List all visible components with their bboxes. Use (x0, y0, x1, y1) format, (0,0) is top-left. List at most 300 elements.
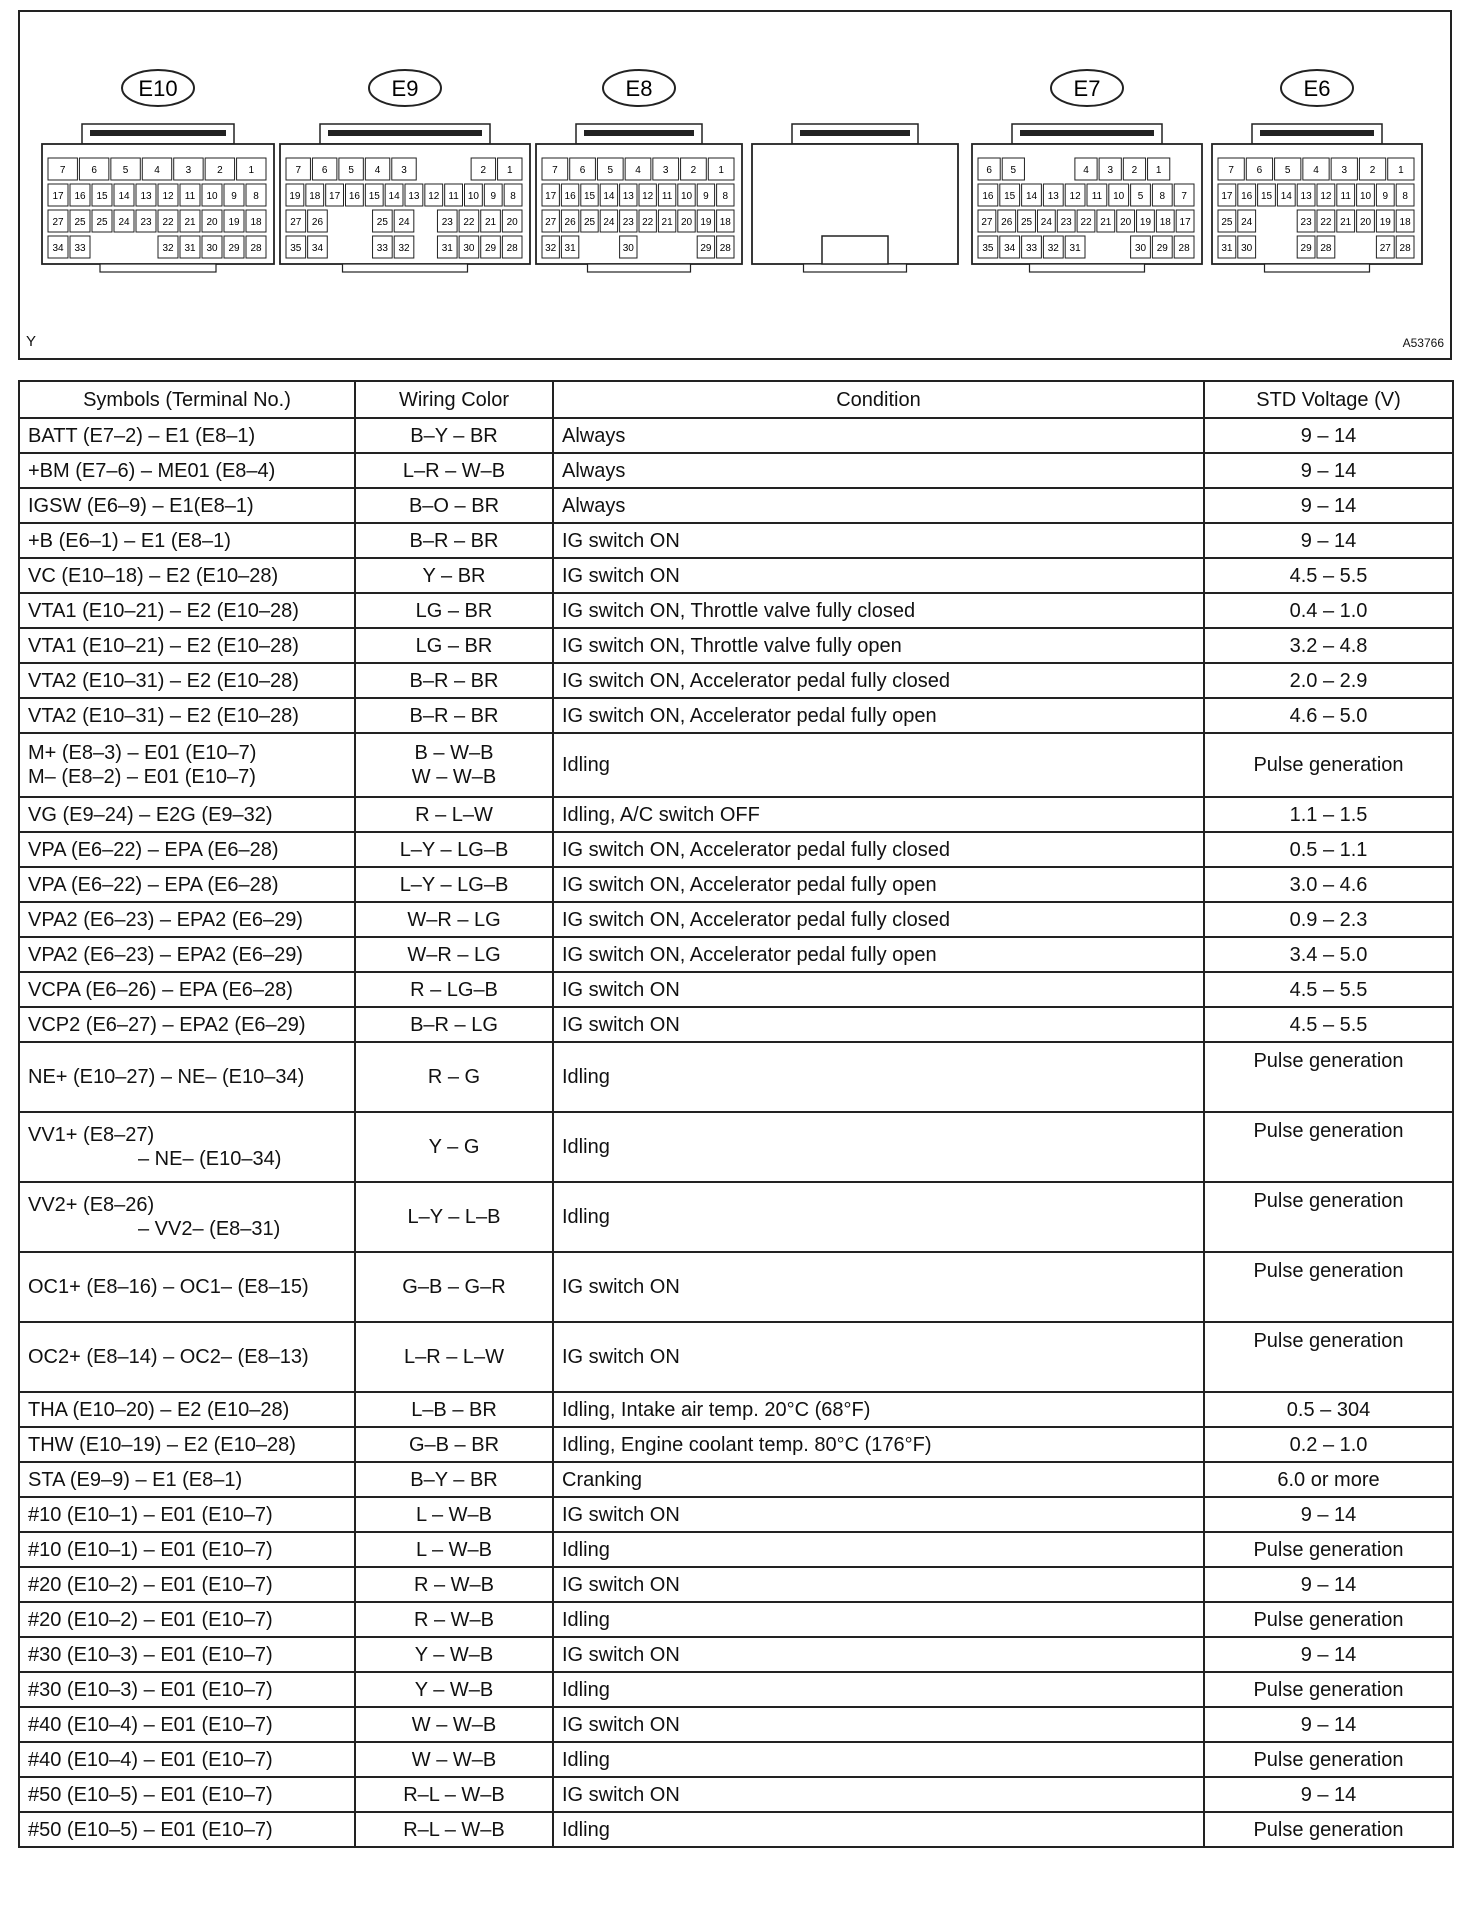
symbols-cell (19, 1322, 355, 1392)
symbols-cell (19, 663, 355, 698)
terminal-number: 28 (250, 243, 262, 254)
terminal-number: 32 (545, 243, 557, 254)
terminal-number: 3 (1107, 165, 1114, 176)
symbol-text: #20 (E10–2) – E01 (E10–7) (28, 1608, 273, 1631)
terminal-number: 31 (1221, 243, 1233, 254)
table-row (19, 1007, 1453, 1042)
terminal-number: 6 (1256, 165, 1263, 176)
symbol-text: VTA1 (E10–21) – E2 (E10–28) (28, 634, 299, 657)
table-row (19, 453, 1453, 488)
table-row (19, 663, 1453, 698)
terminal-number: 26 (564, 217, 576, 228)
std-voltage-cell: 0.5 – 1.1 (1204, 832, 1453, 867)
terminal-number: 12 (428, 191, 440, 202)
wiring-color-cell (355, 1602, 553, 1637)
wiring-color-text: Y – BR (422, 564, 486, 587)
wiring-color-cell (355, 902, 553, 937)
wiring-color-text: B–R – BR (409, 704, 499, 727)
table-row (19, 698, 1453, 733)
symbols-cell (19, 1567, 355, 1602)
symbol-text: VCPA (E6–26) – EPA (E6–28) (28, 978, 293, 1001)
condition-cell: IG switch ON, Accelerator pedal fully closed (553, 832, 1204, 867)
condition-cell: Idling (553, 1602, 1204, 1637)
symbol-text: #20 (E10–2) – E01 (E10–7) (28, 1573, 273, 1596)
terminal-number: 27 (981, 217, 993, 228)
wiring-color-text: R – W–B (413, 1573, 495, 1596)
table-row (19, 1602, 1453, 1637)
std-voltage-cell: 0.9 – 2.3 (1204, 902, 1453, 937)
table-row (19, 832, 1453, 867)
terminal-number: 31 (1069, 243, 1081, 254)
std-voltage-cell: 9 – 14 (1204, 488, 1453, 523)
terminal-number: 27 (52, 217, 64, 228)
terminal-number: 8 (1159, 191, 1166, 202)
terminal-number: 23 (622, 217, 634, 228)
terminal-number: 10 (1359, 191, 1372, 202)
symbol-text: VC (E10–18) – E2 (E10–28) (28, 564, 279, 587)
terminal-number: 18 (719, 217, 731, 228)
wiring-color-text: L–Y – LG–B (399, 838, 509, 861)
terminal-number: 22 (162, 217, 174, 228)
symbol-text: – VV2– (E8–31) (138, 1218, 281, 1240)
wiring-color-text: L – W–B (416, 1503, 492, 1526)
terminal-number: 18 (309, 191, 321, 202)
terminal-number: 20 (1120, 217, 1132, 228)
wiring-color-cell (355, 1567, 553, 1602)
wiring-color-cell (355, 1462, 553, 1497)
terminal-number: 5 (1284, 165, 1291, 176)
terminal-number: 24 (118, 217, 130, 228)
terminal-number: 20 (1359, 217, 1372, 228)
table-row (19, 937, 1453, 972)
terminal-number: 32 (1047, 243, 1059, 254)
wiring-color-text: R – L–W (415, 803, 493, 826)
table-row (19, 1567, 1453, 1602)
symbol-text: #50 (E10–5) – E01 (E10–7) (28, 1818, 273, 1841)
table-row (19, 867, 1453, 902)
wiring-color-cell (355, 1322, 553, 1392)
symbols-cell (19, 937, 355, 972)
terminal-number: 14 (603, 191, 615, 202)
terminal-number: 19 (289, 191, 301, 202)
terminal-number: 14 (1280, 191, 1292, 202)
terminal-number: 25 (74, 217, 86, 228)
condition-cell: IG switch ON, Throttle valve fully closed (553, 593, 1204, 628)
terminal-number: 25 (96, 217, 108, 228)
table-row (19, 1182, 1453, 1252)
terminal-number: 7 (552, 165, 558, 176)
std-voltage-cell: 4.5 – 5.5 (1204, 558, 1453, 593)
condition-cell: IG switch ON, Accelerator pedal fully open (553, 867, 1204, 902)
condition-cell: Idling (553, 1742, 1204, 1777)
wiring-color-text: L – W–B (416, 1538, 492, 1561)
wiring-color-cell (355, 698, 553, 733)
symbol-text: IGSW (E6–9) – E1(E8–1) (28, 494, 254, 517)
wiring-color-text: L–Y – LG–B (399, 873, 509, 896)
std-voltage-cell: 4.6 – 5.0 (1204, 698, 1453, 733)
table-row (19, 902, 1453, 937)
connector-tab (343, 264, 468, 272)
condition-cell: IG switch ON (553, 1007, 1204, 1042)
wiring-color-text: Y – G (428, 1136, 480, 1158)
terminal-number: 29 (228, 243, 240, 254)
latch-slot (584, 130, 694, 136)
wiring-color-text: Y – W–B (414, 1678, 494, 1701)
connector-tab (100, 264, 216, 272)
terminal-number: 1 (1155, 165, 1162, 176)
wiring-color-text: R – G (427, 1066, 481, 1088)
terminal-number: 29 (1300, 243, 1312, 254)
symbol-text: M– (E8–2) – E01 (E10–7) (28, 766, 256, 788)
terminal-number: 24 (398, 217, 410, 228)
terminal-number: 15 (583, 191, 596, 202)
wiring-color-text: LG – BR (415, 634, 493, 657)
symbol-text: +B (E6–1) – E1 (E8–1) (28, 529, 231, 552)
wiring-color-text: R–L – W–B (403, 1818, 505, 1841)
std-voltage-cell: Pulse generation (1204, 1672, 1453, 1707)
terminal-number: 15 (368, 191, 380, 202)
terminal-number: 18 (1399, 217, 1411, 228)
wiring-color-cell (355, 1252, 553, 1322)
header-std-voltage: STD Voltage (V) (1204, 381, 1453, 418)
terminal-number: 27 (290, 217, 302, 228)
wiring-color-cell (355, 797, 553, 832)
terminal-number: 18 (1159, 217, 1171, 228)
wiring-color-text: B – W–B (414, 742, 494, 764)
terminal-number: 34 (311, 243, 324, 254)
wiring-color-text: R – W–B (413, 1608, 495, 1631)
symbol-text: #50 (E10–5) – E01 (E10–7) (28, 1783, 273, 1806)
condition-cell: IG switch ON (553, 1252, 1204, 1322)
terminal-number: 13 (1047, 191, 1059, 202)
table-row (19, 1637, 1453, 1672)
terminal-number: 30 (1241, 243, 1253, 254)
wiring-color-cell (355, 1427, 553, 1462)
terminal-number: 1 (718, 165, 724, 176)
terminal-number: 17 (329, 191, 341, 202)
terminal-number: 14 (388, 191, 400, 202)
terminal-number: 7 (1181, 191, 1187, 202)
terminal-number: 2 (1131, 165, 1138, 176)
symbol-text: VPA2 (E6–23) – EPA2 (E6–29) (28, 908, 303, 931)
terminal-number: 32 (162, 243, 174, 254)
terminal-number: 19 (700, 217, 712, 228)
terminal-number: 27 (1379, 243, 1391, 254)
wiring-color-cell (355, 1812, 553, 1847)
symbols-cell (19, 972, 355, 1007)
terminal-number: 7 (59, 165, 66, 176)
terminal-number: 10 (206, 191, 218, 202)
terminal-number: 18 (250, 217, 262, 228)
wiring-color-text: W–R – LG (407, 943, 501, 966)
terminal-number: 5 (1137, 191, 1144, 202)
wiring-color-text: W–R – LG (407, 908, 501, 931)
terminal-number: 32 (398, 243, 410, 254)
terminal-number: 20 (680, 217, 693, 228)
terminal-number: 33 (74, 243, 86, 254)
symbols-cell (19, 593, 355, 628)
symbols-cell (19, 1462, 355, 1497)
table-row (19, 1427, 1453, 1462)
terminal-number: 23 (140, 217, 152, 228)
wiring-color-text: W – W–B (411, 1713, 497, 1736)
symbol-text: OC1+ (E8–16) – OC1– (E8–15) (28, 1276, 309, 1298)
header-wiring-color: Wiring Color (355, 381, 553, 418)
condition-cell: IG switch ON, Accelerator pedal fully open (553, 937, 1204, 972)
condition-cell: IG switch ON, Throttle valve fully open (553, 628, 1204, 663)
symbol-text: #10 (E10–1) – E01 (E10–7) (28, 1503, 273, 1526)
symbol-text: #10 (E10–1) – E01 (E10–7) (28, 1538, 273, 1561)
symbol-text: #30 (E10–3) – E01 (E10–7) (28, 1643, 273, 1666)
symbols-cell (19, 1427, 355, 1462)
table-row (19, 1707, 1453, 1742)
std-voltage-cell: 0.5 – 304 (1204, 1392, 1453, 1427)
wiring-color-text: B–Y – BR (410, 424, 498, 447)
terminal-number: 33 (376, 243, 388, 254)
condition-cell: Idling (553, 1182, 1204, 1252)
symbols-cell (19, 1777, 355, 1812)
wiring-color-cell (355, 1777, 553, 1812)
connector-tab (1030, 264, 1145, 272)
wiring-color-text: Y – W–B (414, 1643, 494, 1666)
wiring-color-text: B–Y – BR (410, 1468, 498, 1491)
symbols-cell (19, 1112, 355, 1182)
terminal-number: 7 (1228, 165, 1234, 176)
wiring-color-cell (355, 1707, 553, 1742)
condition-cell: Idling, Engine coolant temp. 80°C (176°F) (553, 1427, 1204, 1462)
terminal-number: 29 (484, 243, 497, 254)
terminal-number: 30 (1134, 243, 1147, 254)
terminal-number: 24 (603, 217, 615, 228)
symbols-cell (19, 698, 355, 733)
std-voltage-cell: 1.1 – 1.5 (1204, 797, 1453, 832)
terminal-number: 5 (1010, 165, 1017, 176)
terminal-number: 4 (374, 165, 381, 176)
condition-cell: IG switch ON (553, 972, 1204, 1007)
table-row (19, 1672, 1453, 1707)
table-row (19, 1252, 1453, 1322)
condition-cell: IG switch ON (553, 1322, 1204, 1392)
terminal-number: 13 (140, 191, 152, 202)
wiring-color-cell (355, 453, 553, 488)
terminal-number: 26 (311, 217, 324, 228)
table-row (19, 558, 1453, 593)
terminal-number: 31 (564, 243, 576, 254)
terminal-number: 35 (982, 243, 994, 254)
wiring-color-text: G–B – BR (408, 1433, 500, 1456)
terminal-number: 17 (1221, 191, 1233, 202)
terminal-number: 8 (1402, 191, 1408, 202)
terminal-number: 15 (96, 191, 108, 202)
symbol-text: – NE– (E10–34) (138, 1148, 282, 1170)
wiring-color-cell (355, 937, 553, 972)
terminal-number: 9 (490, 191, 497, 202)
condition-cell: IG switch ON (553, 523, 1204, 558)
terminal-number: 12 (1320, 191, 1332, 202)
terminal-number: 3 (185, 165, 192, 176)
symbols-cell (19, 1637, 355, 1672)
symbols-cell (19, 902, 355, 937)
symbol-text: M+ (E8–3) – E01 (E10–7) (28, 742, 257, 764)
symbol-text: VV1+ (E8–27) (28, 1124, 155, 1146)
symbol-text: VTA1 (E10–21) – E2 (E10–28) (28, 599, 299, 622)
std-voltage-cell: 9 – 14 (1204, 418, 1453, 453)
terminal-number: 11 (1340, 191, 1351, 202)
std-voltage-cell: Pulse generation (1204, 1812, 1453, 1847)
terminal-number: 19 (1379, 217, 1391, 228)
wiring-color-text: L–R – L–W (403, 1346, 505, 1368)
terminal-number: 1 (506, 165, 513, 176)
symbol-text: VV2+ (E8–26) (28, 1194, 155, 1216)
std-voltage-cell: Pulse generation (1204, 1532, 1453, 1567)
terminal-number: 4 (154, 165, 160, 176)
wiring-color-cell (355, 1532, 553, 1567)
symbols-cell (19, 1497, 355, 1532)
table-row (19, 1112, 1453, 1182)
wiring-color-cell (355, 418, 553, 453)
table-header-row (19, 381, 1453, 418)
terminal-number: 4 (1083, 165, 1089, 176)
table-row (19, 488, 1453, 523)
latch-slot (90, 130, 226, 136)
terminal-number: 27 (545, 217, 557, 228)
terminal-number: 23 (1300, 217, 1312, 228)
terminal-number: 28 (506, 243, 518, 254)
header-condition: Condition (553, 381, 1204, 418)
symbols-cell (19, 1007, 355, 1042)
symbol-text: VCP2 (E6–27) – EPA2 (E6–29) (28, 1013, 306, 1036)
terminal-number: 24 (1040, 217, 1052, 228)
table-body (19, 418, 1453, 1847)
condition-cell: Idling (553, 1672, 1204, 1707)
terminal-number: 10 (1113, 191, 1125, 202)
std-voltage-cell: Pulse generation (1204, 1322, 1453, 1392)
terminal-number: 21 (1340, 217, 1352, 228)
condition-cell: IG switch ON, Accelerator pedal fully closed (553, 902, 1204, 937)
table-row (19, 733, 1453, 797)
terminal-number: 17 (1179, 217, 1191, 228)
connector-tab (804, 264, 907, 272)
condition-cell: IG switch ON, Accelerator pedal fully closed (553, 663, 1204, 698)
latch-slot (1260, 130, 1374, 136)
terminal-number: 12 (1069, 191, 1081, 202)
terminal-number: 8 (722, 191, 729, 202)
terminal-number: 1 (1398, 165, 1404, 176)
symbol-text: +BM (E7–6) – ME01 (E8–4) (28, 459, 276, 482)
std-voltage-cell: 9 – 14 (1204, 1637, 1453, 1672)
wiring-color-cell (355, 628, 553, 663)
symbols-cell (19, 1182, 355, 1252)
terminal-number: 21 (184, 217, 196, 228)
terminal-number: 21 (1100, 217, 1112, 228)
terminal-number: 9 (1382, 191, 1389, 202)
condition-cell: Always (553, 418, 1204, 453)
table-row (19, 593, 1453, 628)
terminal-number: 16 (74, 191, 86, 202)
terminal-number: 13 (1300, 191, 1312, 202)
terminal-number: 31 (184, 243, 196, 254)
wiring-color-cell (355, 1672, 553, 1707)
condition-cell: Idling (553, 733, 1204, 797)
terminal-number: 23 (1060, 217, 1072, 228)
symbol-text: BATT (E7–2) – E1 (E8–1) (28, 424, 256, 447)
std-voltage-cell: 4.5 – 5.5 (1204, 1007, 1453, 1042)
terminal-number: 28 (1320, 243, 1332, 254)
terminal-number: 22 (642, 217, 654, 228)
symbols-cell (19, 418, 355, 453)
terminal-number: 19 (1139, 217, 1152, 228)
std-voltage-cell: 3.0 – 4.6 (1204, 867, 1453, 902)
condition-cell: Idling, Intake air temp. 20°C (68°F) (553, 1392, 1204, 1427)
wiring-color-cell (355, 1112, 553, 1182)
symbols-cell (19, 1042, 355, 1112)
std-voltage-cell: 0.4 – 1.0 (1204, 593, 1453, 628)
std-voltage-cell: 3.4 – 5.0 (1204, 937, 1453, 972)
condition-cell: IG switch ON (553, 1707, 1204, 1742)
wiring-color-cell (355, 663, 553, 698)
terminal-number: 13 (408, 191, 420, 202)
table-row (19, 418, 1453, 453)
symbols-cell (19, 558, 355, 593)
symbols-cell (19, 1392, 355, 1427)
terminal-number: 26 (1001, 217, 1013, 228)
symbol-text: VPA (E6–22) – EPA (E6–28) (28, 873, 279, 896)
terminal-voltage-table (18, 380, 1454, 1848)
terminal-number: 12 (642, 191, 654, 202)
symbol-text: NE+ (E10–27) – NE– (E10–34) (28, 1066, 305, 1088)
symbols-cell (19, 1602, 355, 1637)
terminal-number: 28 (1399, 243, 1411, 254)
terminal-number: 20 (506, 217, 518, 228)
terminal-number: 11 (184, 191, 196, 202)
wiring-color-cell (355, 1637, 553, 1672)
terminal-number: 2 (480, 165, 487, 176)
header-symbols: Symbols (Terminal No.) (19, 381, 355, 418)
terminal-number: 11 (661, 191, 673, 202)
terminal-number: 16 (348, 191, 360, 202)
terminal-number: 16 (982, 191, 994, 202)
connector-label: E9 (391, 76, 419, 101)
wiring-color-cell (355, 1042, 553, 1112)
terminal-number: 21 (661, 217, 673, 228)
terminal-number: 3 (401, 165, 407, 176)
std-voltage-cell: 2.0 – 2.9 (1204, 663, 1453, 698)
wiring-color-cell (355, 832, 553, 867)
terminal-number: 3 (1341, 165, 1348, 176)
condition-cell: Idling (553, 1812, 1204, 1847)
wiring-color-cell (355, 593, 553, 628)
terminal-number: 11 (1091, 191, 1103, 202)
wiring-color-cell (355, 1497, 553, 1532)
std-voltage-cell: Pulse generation (1204, 1042, 1453, 1112)
std-voltage-cell: Pulse generation (1204, 733, 1453, 797)
wiring-color-text: L–B – BR (411, 1398, 497, 1421)
symbol-text: VTA2 (E10–31) – E2 (E10–28) (28, 704, 299, 727)
terminal-number: 20 (206, 217, 218, 228)
symbols-cell (19, 867, 355, 902)
condition-cell: Idling (553, 1042, 1204, 1112)
terminal-number: 10 (680, 191, 693, 202)
condition-cell: Idling (553, 1112, 1204, 1182)
wiring-color-text: R – LG–B (410, 978, 498, 1001)
symbols-cell (19, 733, 355, 797)
terminal-number: 16 (1241, 191, 1253, 202)
std-voltage-cell: 9 – 14 (1204, 1707, 1453, 1742)
terminal-number: 16 (564, 191, 576, 202)
terminal-number: 30 (206, 243, 218, 254)
terminal-number: 2 (217, 165, 223, 176)
std-voltage-cell: 9 – 14 (1204, 523, 1453, 558)
